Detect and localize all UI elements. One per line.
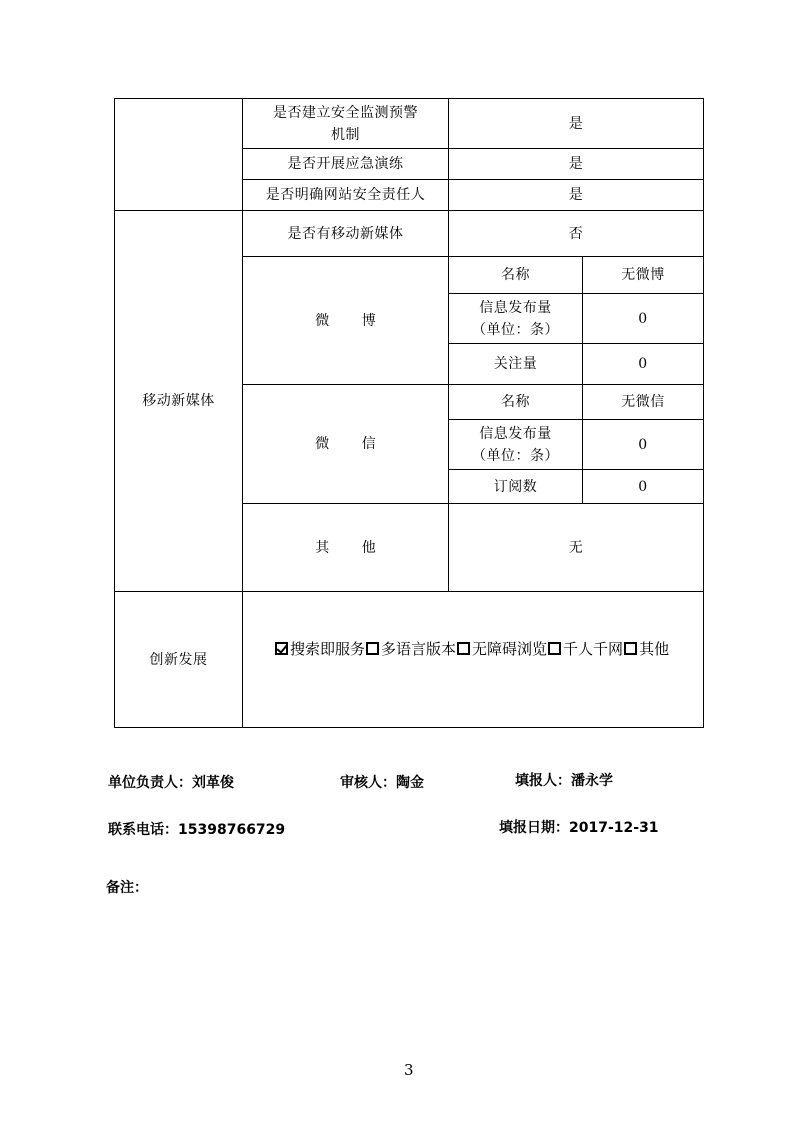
- checkbox-other[interactable]: [624, 642, 637, 655]
- checkbox-multilingual[interactable]: [366, 642, 379, 655]
- weibo-posts-value: 0: [638, 310, 648, 327]
- weibo-label: 微 博: [315, 312, 390, 329]
- unit-head: 单位负责人：刘革俊: [108, 775, 234, 791]
- other-media-label: 其 他: [315, 539, 390, 556]
- checkbox-accessibility[interactable]: [457, 642, 470, 655]
- innovation-options: [274, 638, 669, 659]
- fill-date: 填报日期：2017-12-31: [499, 820, 659, 836]
- other-media-value: 无: [568, 539, 584, 556]
- security-label-responsible: 是否明确网站安全责任人: [265, 187, 426, 203]
- filler: 填报人：潘永学: [515, 773, 613, 789]
- option-label-accessibility: 无障碍浏览: [472, 640, 548, 658]
- checkbox-search-as-service[interactable]: [275, 642, 288, 655]
- weibo-followers-label: 关注量: [493, 356, 538, 372]
- has-media-value: 否: [568, 225, 584, 242]
- wechat-label: 微 信: [315, 436, 390, 452]
- remarks-label: 备注：: [106, 880, 148, 896]
- option-label-personalized: 千人千网: [563, 640, 624, 658]
- option-label-other: 其他: [639, 640, 670, 658]
- wechat-name-label: 名称: [501, 394, 530, 410]
- wechat-posts-value: 0: [638, 436, 648, 453]
- reviewer: 审核人：陶金: [340, 775, 424, 791]
- media-section-label: 移动新媒体: [142, 393, 215, 409]
- weibo-followers-value: 0: [638, 356, 648, 372]
- contact-phone: 联系电话：15398766729: [108, 822, 286, 838]
- weibo-name-value: 无微博: [621, 267, 665, 283]
- security-label-drill: 是否开展应急演练: [287, 156, 404, 172]
- option-label-search-as-service: 搜索即服务: [290, 640, 366, 658]
- security-value-drill: 是: [568, 156, 584, 172]
- wechat-subscribers-label: 订阅数: [493, 478, 538, 495]
- security-value-monitoring: 是: [568, 115, 584, 132]
- security-label-monitoring: 是否建立安全监测预警 机制: [273, 104, 418, 143]
- wechat-name-value: 无微信: [621, 394, 665, 410]
- wechat-subscribers-value: 0: [638, 478, 648, 495]
- innovation-section-label: 创新发展: [149, 651, 208, 668]
- security-value-responsible: 是: [568, 187, 584, 203]
- wechat-posts-label: 信息发布量 （单位：条）: [472, 425, 559, 464]
- has-media-label: 是否有移动新媒体: [287, 225, 404, 242]
- weibo-posts-label: 信息发布量 （单位：条）: [472, 299, 559, 338]
- weibo-name-label: 名称: [501, 267, 530, 283]
- option-label-multilingual: 多语言版本: [381, 640, 457, 658]
- checkbox-personalized[interactable]: [548, 642, 561, 655]
- page-number: 3: [404, 1061, 414, 1079]
